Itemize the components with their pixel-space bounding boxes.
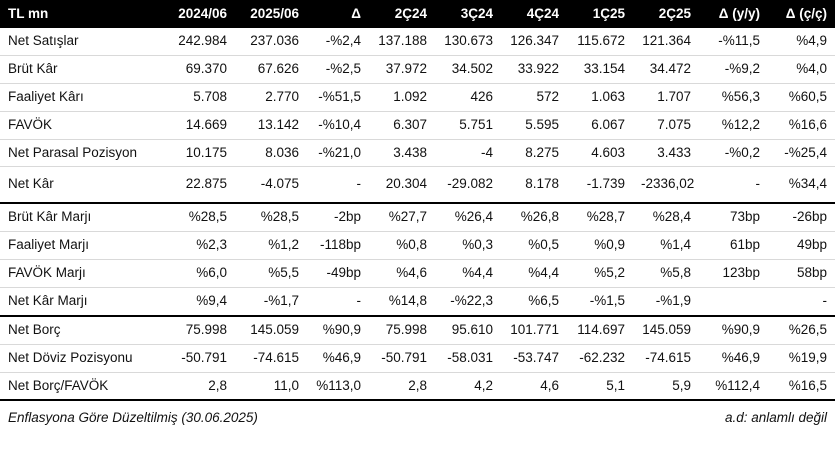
cell-value: %4,4 (501, 260, 567, 288)
cell-value: -%25,4 (768, 139, 835, 167)
cell-value: -50.791 (369, 344, 435, 372)
cell-value: %16,6 (768, 111, 835, 139)
row-label: Faaliyet Kârı (0, 83, 163, 111)
row-label: Net Satışlar (0, 28, 163, 55)
cell-value: 73bp (699, 203, 768, 231)
row-label: Brüt Kâr Marjı (0, 203, 163, 231)
cell-value: 114.697 (567, 316, 633, 344)
cell-value: 58bp (768, 260, 835, 288)
cell-value: 4.603 (567, 139, 633, 167)
cell-value: 75.998 (163, 316, 235, 344)
cell-value: 145.059 (235, 316, 307, 344)
column-header-1q25: 1Ç25 (567, 0, 633, 28)
cell-value: 3.433 (633, 139, 699, 167)
column-header-2q24: 2Ç24 (369, 0, 435, 28)
cell-value: %4,6 (369, 260, 435, 288)
cell-value: -26bp (768, 203, 835, 231)
cell-value (699, 287, 768, 315)
cell-value: -50.791 (163, 344, 235, 372)
cell-value: 34.472 (633, 55, 699, 83)
cell-value: %9,4 (163, 287, 235, 315)
cell-value: %56,3 (699, 83, 768, 111)
header-row (0, 0, 835, 28)
cell-value: -%1,7 (235, 287, 307, 315)
cell-value: 20.304 (369, 167, 435, 203)
cell-value: 130.673 (435, 28, 501, 55)
cell-value: %5,8 (633, 260, 699, 288)
cell-value: %5,5 (235, 260, 307, 288)
cell-value: 8.178 (501, 167, 567, 203)
cell-value: 34.502 (435, 55, 501, 83)
cell-value: 6.067 (567, 111, 633, 139)
cell-value: %28,5 (235, 203, 307, 231)
table-row (0, 232, 835, 260)
cell-value: %28,4 (633, 203, 699, 231)
cell-value: %46,9 (699, 344, 768, 372)
cell-value: 2,8 (163, 372, 235, 400)
cell-value: %2,3 (163, 232, 235, 260)
cell-value: 5.708 (163, 83, 235, 111)
cell-value: -%2,4 (307, 28, 369, 55)
cell-value: %28,7 (567, 203, 633, 231)
row-label: Net Parasal Pozisyon (0, 139, 163, 167)
cell-value: -49bp (307, 260, 369, 288)
cell-value: 101.771 (501, 316, 567, 344)
cell-value: 2,8 (369, 372, 435, 400)
cell-value: 426 (435, 83, 501, 111)
footer-note-right: a.d: anlamlı değil (724, 410, 827, 426)
cell-value: %14,8 (369, 287, 435, 315)
cell-value: %27,7 (369, 203, 435, 231)
column-header-4q24: 4Ç24 (501, 0, 567, 28)
cell-value: - (307, 167, 369, 203)
cell-value: -58.031 (435, 344, 501, 372)
cell-value: %5,2 (567, 260, 633, 288)
cell-value: %0,5 (501, 232, 567, 260)
cell-value: 49bp (768, 232, 835, 260)
cell-value: %26,4 (435, 203, 501, 231)
table-row (0, 55, 835, 83)
cell-value: 10.175 (163, 139, 235, 167)
table-row (0, 83, 835, 111)
table-row (0, 316, 835, 344)
cell-value: 33.922 (501, 55, 567, 83)
cell-value: -53.747 (501, 344, 567, 372)
table-row (0, 287, 835, 315)
cell-value: 126.347 (501, 28, 567, 55)
cell-value: 8.275 (501, 139, 567, 167)
table-row (0, 344, 835, 372)
cell-value: 4,2 (435, 372, 501, 400)
cell-value: -29.082 (435, 167, 501, 203)
cell-value (633, 167, 699, 203)
cell-value: 572 (501, 83, 567, 111)
cell-value: %16,5 (768, 372, 835, 400)
cell-value: -%1,9 (633, 287, 699, 315)
cell-value: -%10,4 (307, 111, 369, 139)
cell-value: 1.063 (567, 83, 633, 111)
table-row (0, 203, 835, 231)
cell-value: 145.059 (633, 316, 699, 344)
column-header-3q24: 3Ç24 (435, 0, 501, 28)
cell-value: -74.615 (633, 344, 699, 372)
cell-value: 2.770 (235, 83, 307, 111)
row-label: Net Döviz Pozisyonu (0, 344, 163, 372)
footer-note-left: Enflasyona Göre Düzeltilmiş (30.06.2025) (8, 410, 258, 426)
cell-value: -%22,3 (435, 287, 501, 315)
cell-value: %4,9 (768, 28, 835, 55)
cell-value: 7.075 (633, 111, 699, 139)
cell-value: %28,5 (163, 203, 235, 231)
cell-value: 1.707 (633, 83, 699, 111)
cell-value: -74.615 (235, 344, 307, 372)
column-header-2025-06: 2025/06 (235, 0, 307, 28)
cell-value: %26,5 (768, 316, 835, 344)
cell-value: -2bp (307, 203, 369, 231)
cell-value: 1.092 (369, 83, 435, 111)
cell-value: %112,4 (699, 372, 768, 400)
cell-value: %4,0 (768, 55, 835, 83)
cell-value: 22.875 (163, 167, 235, 203)
column-header-2024-06: 2024/06 (163, 0, 235, 28)
cell-value: -%51,5 (307, 83, 369, 111)
cell-value: %60,5 (768, 83, 835, 111)
cell-value: %90,9 (699, 316, 768, 344)
cell-value: %19,9 (768, 344, 835, 372)
table-row (0, 139, 835, 167)
row-label: Brüt Kâr (0, 55, 163, 83)
cell-value: %6,0 (163, 260, 235, 288)
row-label: FAVÖK (0, 111, 163, 139)
cell-value: %26,8 (501, 203, 567, 231)
column-header-delta-qoq: Δ (ç/ç) (768, 0, 835, 28)
cell-value: 5,1 (567, 372, 633, 400)
cell-value: %90,9 (307, 316, 369, 344)
row-label: FAVÖK Marjı (0, 260, 163, 288)
table-row (0, 260, 835, 288)
cell-value: %0,8 (369, 232, 435, 260)
cell-value: 5,9 (633, 372, 699, 400)
cell-value: - (699, 167, 768, 203)
row-label: Net Kâr (0, 167, 163, 203)
column-header-label: TL mn (0, 0, 163, 28)
cell-value: %6,5 (501, 287, 567, 315)
cell-value: -%1,5 (567, 287, 633, 315)
cell-value: %1,2 (235, 232, 307, 260)
row-label: Faaliyet Marjı (0, 232, 163, 260)
cell-value: -1.739 (567, 167, 633, 203)
cell-value: 75.998 (369, 316, 435, 344)
column-header-2q25: 2Ç25 (633, 0, 699, 28)
table-header (0, 0, 835, 28)
cell-value: 137.188 (369, 28, 435, 55)
row-label: Net Borç/FAVÖK (0, 372, 163, 400)
cell-value: -%11,5 (699, 28, 768, 55)
table-row (0, 372, 835, 400)
cell-value: %46,9 (307, 344, 369, 372)
cell-value-wrapped: -2336,02 (641, 176, 695, 192)
table-row (0, 28, 835, 55)
cell-value: 11,0 (235, 372, 307, 400)
cell-value: 4,6 (501, 372, 567, 400)
cell-value: %1,4 (633, 232, 699, 260)
cell-value: 123bp (699, 260, 768, 288)
column-header-delta-yoy: Δ (y/y) (699, 0, 768, 28)
cell-value: 61bp (699, 232, 768, 260)
cell-value: -%2,5 (307, 55, 369, 83)
cell-value: 14.669 (163, 111, 235, 139)
cell-value: %34,4 (768, 167, 835, 203)
cell-value: -4 (435, 139, 501, 167)
cell-value: %4,4 (435, 260, 501, 288)
cell-value: 121.364 (633, 28, 699, 55)
cell-value: -%21,0 (307, 139, 369, 167)
cell-value: 13.142 (235, 111, 307, 139)
cell-value: 6.307 (369, 111, 435, 139)
cell-value: 37.972 (369, 55, 435, 83)
cell-value: 237.036 (235, 28, 307, 55)
cell-value: %0,3 (435, 232, 501, 260)
cell-value: 242.984 (163, 28, 235, 55)
cell-value: - (307, 287, 369, 315)
cell-value: 95.610 (435, 316, 501, 344)
cell-value: -4.075 (235, 167, 307, 203)
cell-value: 69.370 (163, 55, 235, 83)
cell-value: -62.232 (567, 344, 633, 372)
cell-value: - (768, 287, 835, 315)
row-label: Net Borç (0, 316, 163, 344)
column-header-delta: Δ (307, 0, 369, 28)
table-row (0, 111, 835, 139)
cell-value: -%0,2 (699, 139, 768, 167)
row-label: Net Kâr Marjı (0, 287, 163, 315)
cell-value: %113,0 (307, 372, 369, 400)
cell-value: -118bp (307, 232, 369, 260)
cell-value: 67.626 (235, 55, 307, 83)
cell-value: %12,2 (699, 111, 768, 139)
cell-value: 33.154 (567, 55, 633, 83)
cell-value: 5.751 (435, 111, 501, 139)
cell-value: %0,9 (567, 232, 633, 260)
cell-value: 3.438 (369, 139, 435, 167)
table-row (0, 167, 835, 203)
cell-value: 5.595 (501, 111, 567, 139)
table-body (0, 28, 835, 400)
cell-value: -%9,2 (699, 55, 768, 83)
cell-value: 115.672 (567, 28, 633, 55)
cell-value: 8.036 (235, 139, 307, 167)
table-footer (0, 401, 835, 425)
